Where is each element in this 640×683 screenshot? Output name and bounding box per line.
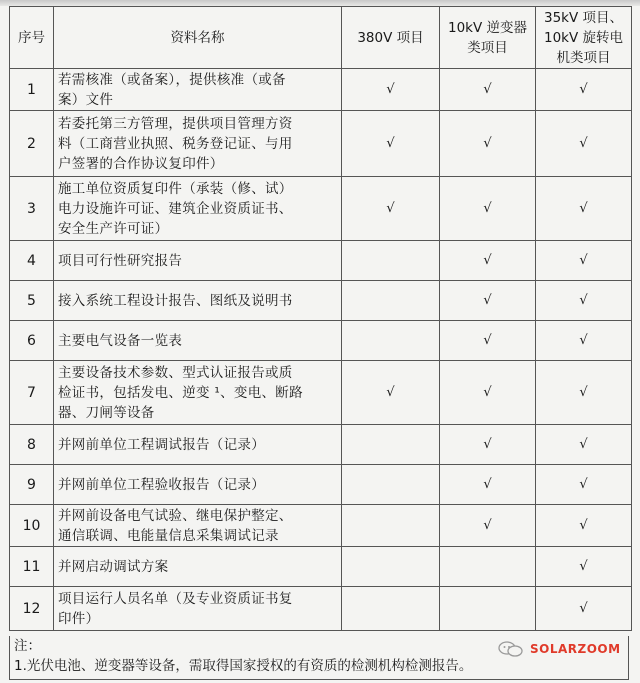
table-row xyxy=(10,505,632,547)
material-name-line: 户签署的合作协议复印件） xyxy=(58,155,224,172)
check-35kv: √ xyxy=(536,177,632,241)
material-name-line: 项目运行人员名单（及专业资质证书复 xyxy=(58,590,293,607)
header-10kv xyxy=(440,7,536,69)
table-row xyxy=(10,241,632,281)
check-10kv: √ xyxy=(440,69,536,111)
row-number: 10 xyxy=(10,505,54,547)
watermark-text: SOLARZOOM xyxy=(530,642,621,656)
check-10kv: √ xyxy=(440,321,536,361)
row-number: 12 xyxy=(10,587,54,631)
row-number: 6 xyxy=(10,321,54,361)
header-no: 序号 xyxy=(10,7,54,69)
material-name-line: 安全生产许可证） xyxy=(58,220,169,237)
material-name-line: 并网前设备电气试验、继电保护整定、 xyxy=(58,507,293,524)
material-name-line: 若委托第三方管理，提供项目管理方资 xyxy=(58,115,293,132)
material-name xyxy=(54,111,342,177)
table-row xyxy=(10,465,632,505)
header-10kv-line: 类项目 xyxy=(467,39,508,56)
material-name-line: 若需核准（或备案），提供核准（或备 xyxy=(58,71,286,88)
row-number: 3 xyxy=(10,177,54,241)
row-number: 7 xyxy=(10,361,54,425)
check-380v xyxy=(342,241,440,281)
table-row xyxy=(10,177,632,241)
material-name-line: 项目可行性研究报告 xyxy=(58,252,183,269)
material-name xyxy=(54,321,342,361)
header-name: 资料名称 xyxy=(54,7,342,69)
material-name xyxy=(54,361,342,425)
materials-table xyxy=(9,6,632,631)
row-number: 11 xyxy=(10,547,54,587)
table-row xyxy=(10,547,632,587)
check-35kv: √ xyxy=(536,241,632,281)
check-380v xyxy=(342,321,440,361)
check-10kv: √ xyxy=(440,465,536,505)
check-10kv: √ xyxy=(440,425,536,465)
material-name-line: 主要设备技术参数、型式认证报告或质 xyxy=(58,364,293,381)
header-10kv-line: 10kV 逆变器 xyxy=(447,19,528,36)
check-380v: √ xyxy=(342,177,440,241)
material-name-line: 主要电气设备一览表 xyxy=(58,332,183,349)
material-name-line: 并网前单位工程验收报告（记录） xyxy=(58,476,265,493)
material-name xyxy=(54,177,342,241)
row-number: 4 xyxy=(10,241,54,281)
table-row xyxy=(10,587,632,631)
check-10kv: √ xyxy=(440,241,536,281)
material-name xyxy=(54,587,342,631)
check-35kv: √ xyxy=(536,425,632,465)
check-380v xyxy=(342,281,440,321)
material-name-line: 施工单位资质复印件（承装（修、试） xyxy=(58,180,293,197)
check-380v: √ xyxy=(342,111,440,177)
notes-text: 1.光伏电池、逆变器等设备，需取得国家授权的有资质的检测机构检测报告。 xyxy=(14,658,473,674)
row-number: 8 xyxy=(10,425,54,465)
check-35kv: √ xyxy=(536,547,632,587)
material-name-line: 案）文件 xyxy=(58,91,114,108)
material-name-line: 检证书，包括发电、逆变 ¹、变电、断路 xyxy=(58,384,303,401)
check-380v xyxy=(342,587,440,631)
material-name xyxy=(54,465,342,505)
check-10kv xyxy=(440,587,536,631)
header-35kv-line: 机类项目 xyxy=(556,49,611,66)
material-name xyxy=(54,505,342,547)
notes-label: 注： xyxy=(14,638,41,654)
header-35kv-line: 10kV 旋转电 xyxy=(543,29,624,46)
material-name xyxy=(54,241,342,281)
check-35kv: √ xyxy=(536,587,632,631)
table-row xyxy=(10,321,632,361)
check-380v xyxy=(342,505,440,547)
material-name-line: 并网启动调试方案 xyxy=(58,558,169,575)
header-35kv-line: 35kV 项目、 xyxy=(543,9,624,26)
material-name xyxy=(54,281,342,321)
check-10kv xyxy=(440,547,536,587)
material-name xyxy=(54,425,342,465)
check-380v xyxy=(342,465,440,505)
material-name-line: 通信联调、电能量信息采集调试记录 xyxy=(58,527,279,544)
check-10kv: √ xyxy=(440,505,536,547)
table-row xyxy=(10,361,632,425)
row-number: 1 xyxy=(10,69,54,111)
check-380v xyxy=(342,547,440,587)
check-10kv: √ xyxy=(440,361,536,425)
header-380v: 380V 项目 xyxy=(342,7,440,69)
table-row xyxy=(10,69,632,111)
wechat-logo-icon xyxy=(498,641,524,657)
material-name xyxy=(54,547,342,587)
row-number: 5 xyxy=(10,281,54,321)
material-name-line: 器、刀闸等设备 xyxy=(58,404,155,421)
table-row xyxy=(10,111,632,177)
material-name-line: 电力设施许可证、建筑企业资质证书、 xyxy=(58,200,293,217)
check-35kv: √ xyxy=(536,111,632,177)
watermark xyxy=(498,640,621,658)
check-35kv: √ xyxy=(536,281,632,321)
row-number: 2 xyxy=(10,111,54,177)
row-number: 9 xyxy=(10,465,54,505)
check-380v: √ xyxy=(342,361,440,425)
check-35kv: √ xyxy=(536,361,632,425)
header-row xyxy=(10,7,632,69)
table-row xyxy=(10,425,632,465)
check-35kv: √ xyxy=(536,321,632,361)
check-35kv: √ xyxy=(536,69,632,111)
check-10kv: √ xyxy=(440,281,536,321)
check-10kv: √ xyxy=(440,111,536,177)
table-row xyxy=(10,281,632,321)
check-35kv: √ xyxy=(536,465,632,505)
check-35kv: √ xyxy=(536,505,632,547)
check-380v: √ xyxy=(342,69,440,111)
material-name-line: 接入系统工程设计报告、图纸及说明书 xyxy=(58,292,293,309)
check-380v xyxy=(342,425,440,465)
material-name-line: 并网前单位工程调试报告（记录） xyxy=(58,436,265,453)
material-name-line: 印件） xyxy=(58,610,100,627)
check-10kv: √ xyxy=(440,177,536,241)
material-name-line: 料（工商营业执照、税务登记证、与用 xyxy=(58,135,293,152)
material-name xyxy=(54,69,342,111)
header-35kv xyxy=(536,7,632,69)
